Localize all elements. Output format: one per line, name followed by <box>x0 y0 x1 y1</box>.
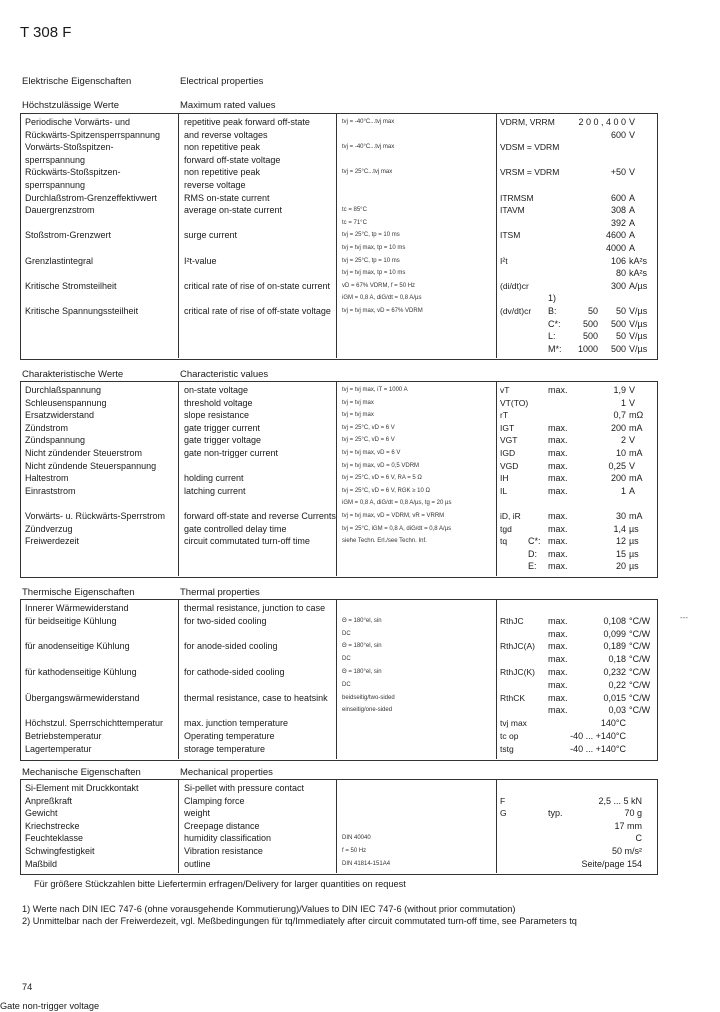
symbol: VRSM = VDRM <box>500 167 560 178</box>
param-name-de: Schwingfestigkeit <box>25 846 95 856</box>
qualifier: B: <box>548 306 557 316</box>
unit: A <box>629 217 636 228</box>
param-name-en: non repetitive peak <box>184 167 261 178</box>
param-name-en: non repetitive peak <box>184 142 261 153</box>
unit: °C/W <box>629 692 651 703</box>
qualifier: max. <box>548 422 568 433</box>
unit: °C/W <box>629 615 651 626</box>
unit: V <box>629 129 636 140</box>
qualifier: 1) <box>548 293 557 304</box>
value-alt: 1000 <box>577 343 598 354</box>
param-name-de: Maßbild <box>25 858 58 869</box>
column-divider <box>336 381 337 576</box>
value: 50 <box>615 306 626 316</box>
section-heading-electrical-de: Elektrische Eigenschaften <box>22 76 132 87</box>
column-divider <box>496 113 497 358</box>
test-condition: tc = 85°C <box>342 207 367 214</box>
value: 1 <box>620 397 626 408</box>
qualifier: C*: <box>548 318 561 329</box>
unit: mA <box>629 473 643 484</box>
value: 500 <box>610 318 626 329</box>
unit: mA <box>629 422 643 433</box>
test-condition: tc = 71°C <box>342 219 367 226</box>
value: 0,232 <box>603 667 626 677</box>
unit: °C/W <box>629 654 651 665</box>
qualifier: max. <box>548 679 568 690</box>
symbol: IL <box>500 485 508 496</box>
param-name-de: Zündspannung <box>25 435 86 446</box>
value: 15 <box>615 548 626 559</box>
param-name-en: for cathode-sided cooling <box>184 667 285 677</box>
section-heading-max-de: Höchstzulässige Werte <box>22 100 119 111</box>
param-name-en: repetitive peak forward off-state <box>184 117 310 127</box>
test-condition: vD = 67% VDRM, f = 50 Hz <box>342 282 416 289</box>
symbol: RthJC(A) <box>500 641 535 652</box>
value: 140°C <box>600 718 626 729</box>
param-name-de: Zündverzug <box>25 523 73 534</box>
value: 50 m/s² <box>611 846 642 856</box>
unit: A <box>629 230 636 241</box>
symbol: I²t <box>500 255 508 266</box>
unit: kA²s <box>629 255 647 266</box>
test-condition: tvj = 25°C, iGM = 0,8 A, diG/dt = 0,8 A/µs <box>342 525 452 532</box>
param-name-de: Nicht zündender Steuerstrom <box>25 448 143 458</box>
param-name-de: Ersatzwiderstand <box>25 410 95 421</box>
section-heading-mech-en: Mechanical properties <box>180 767 273 778</box>
test-condition: f = 50 Hz <box>342 848 367 854</box>
section-heading-mech-de: Mechanische Eigenschaften <box>22 767 141 778</box>
symbol: iD, iR <box>500 511 521 521</box>
param-name-de: Schleusenspannung <box>25 397 107 408</box>
unit: V <box>629 460 636 471</box>
unit: V <box>629 397 636 408</box>
symbol: IGT <box>500 422 515 433</box>
qualifier-max: max. <box>548 548 568 559</box>
value: 200 <box>610 473 626 484</box>
symbol: tvj max <box>500 718 527 729</box>
param-name-de: Gewicht <box>25 808 58 819</box>
section-heading-electrical-en: Electrical properties <box>180 76 264 87</box>
param-name-en: for two-sided cooling <box>184 615 267 626</box>
test-condition: tvj = tvj max, vD = 67% VDRM <box>342 308 423 314</box>
test-condition: iGM = 0,8 A, diG/dt = 0,8 A/µs <box>342 295 422 302</box>
symbol: VGT <box>500 435 518 446</box>
qualifier: max. <box>548 385 568 395</box>
param-name-en: Clamping force <box>184 795 245 806</box>
test-condition: tvj = 25°C, vD = 6 V <box>342 437 395 444</box>
value: 4600 <box>605 230 626 241</box>
value: 1 <box>620 485 626 496</box>
qualifier: max. <box>548 615 568 626</box>
test-condition: tvj = 25°C, vD = 6 V, RA = 5 Ω <box>342 475 422 482</box>
value-alt: 50 <box>587 306 598 316</box>
param-name-de: Einraststrom <box>25 485 76 496</box>
param-name-de: Haltestrom <box>25 473 69 484</box>
column-divider <box>496 599 497 759</box>
qualifier: max. <box>548 692 568 703</box>
param-name-de: Anpreßkraft <box>25 795 73 806</box>
param-name-en: circuit commutated turn-off time <box>184 536 310 547</box>
test-condition: tvj = 25°C...tvj max <box>342 169 393 176</box>
value: 600 <box>610 192 626 203</box>
max-table-frame <box>20 113 658 360</box>
value: 17 mm <box>614 820 642 831</box>
symbol: VDSM = VDRM <box>500 142 560 153</box>
symbol: ITSM <box>500 230 521 241</box>
test-condition: tvj = 25°C, vD = 6 V, RGK ≥ 10 Ω <box>342 487 430 494</box>
symbol: IH <box>500 473 509 484</box>
test-condition: tvj = -40°C...tvj max <box>342 119 395 125</box>
unit: °C/W <box>629 679 651 690</box>
unit: A <box>629 205 636 216</box>
section-heading-max-en: Maximum rated values <box>180 100 276 111</box>
param-name-de: Freiwerdezeit <box>25 536 80 547</box>
param-name-de: Betriebstemperatur <box>25 731 102 741</box>
value: -40 ... +140°C <box>570 743 626 754</box>
symbol: ITRMSM <box>500 192 534 203</box>
symbol: tq <box>500 536 508 547</box>
symbol: tstg <box>500 743 514 754</box>
param-name-de: für anodenseitige Kühlung <box>25 641 130 652</box>
param-name-de: Vorwärts- u. Rückwärts-Sperrstrom <box>25 511 166 521</box>
test-condition: DIN 40040 <box>342 835 371 842</box>
footnote-2: 2) Unmittelbar nach der Freiwerdezeit, vgl. Meßbedingungen für tq/Immediately after circuit commutated turn-off time, see Parameters tq <box>22 916 577 926</box>
symbol: tc op <box>500 731 519 741</box>
value: 0,03 <box>608 705 626 716</box>
test-condition: DIN 41814-151A4 <box>342 860 391 867</box>
test-condition: DC <box>342 681 351 688</box>
test-condition: tvj = tvj max <box>342 412 374 419</box>
param-name-en: storage temperature <box>184 743 266 754</box>
unit: mΩ <box>629 410 644 421</box>
qualifier: max. <box>548 523 568 534</box>
value: 0,099 <box>603 628 626 639</box>
symbol: F <box>500 795 506 806</box>
param-name-en: humidity classification <box>184 833 272 844</box>
test-condition: tvj = 25°C, tp = 10 ms <box>342 257 400 264</box>
test-condition: tvj = 25°C, vD = 6 V <box>342 424 395 431</box>
symbol: VT(TO) <box>500 397 529 408</box>
param-name-en: Si-pellet with pressure contact <box>184 783 305 793</box>
column-divider <box>336 599 337 759</box>
value: 50 <box>615 331 626 342</box>
unit: V <box>629 435 636 446</box>
value: 1,9 <box>613 385 626 395</box>
value: 2,5 ... 5 kN <box>598 795 642 806</box>
unit: µs <box>629 548 639 559</box>
param-name-en: on-state voltage <box>184 385 249 395</box>
param-name-en: for anode-sided cooling <box>184 641 278 652</box>
param-name-en: thermal resistance, junction to case <box>184 603 326 613</box>
test-condition: tvj = tvj max, vD = VDRM, vR = VRRM <box>342 513 445 519</box>
section-heading-char-de: Charakteristische Werte <box>22 369 124 380</box>
column-divider <box>496 381 497 576</box>
param-name-de: Dauergrenzstrom <box>25 205 95 216</box>
param-name-de: Periodische Vorwärts- und <box>25 117 131 127</box>
qualifier: max. <box>548 628 568 639</box>
param-name-de: Si-Element mit Druckkontakt <box>25 783 139 793</box>
value-alt: 500 <box>582 318 598 329</box>
qualifier: D: <box>528 548 537 559</box>
param-name-en: Vibration resistance <box>184 846 263 856</box>
param-name-de: Grenzlastintegral <box>25 255 94 266</box>
test-condition: siehe Techn. Erl./see Techn. Inf. <box>342 538 427 545</box>
symbol: (di/dt)cr <box>500 280 529 291</box>
param-name-en: max. junction temperature <box>184 718 289 729</box>
qualifier: max. <box>548 641 568 652</box>
unit: °C/W <box>629 628 651 639</box>
test-condition: tvj = tvj max, tp = 10 ms <box>342 245 406 251</box>
param-name-en: forward off-state voltage <box>184 154 281 165</box>
test-condition: DC <box>342 630 351 637</box>
test-condition: tvj = -40°C...tvj max <box>342 144 395 151</box>
param-name-de: sperrspannung <box>25 154 86 165</box>
footnote-1: 1) Werte nach DIN IEC 747-6 (ohne vorausgehende Kommutierung)/Values to DIN IEC 747-6 (without prior commutation) <box>22 904 516 914</box>
param-name-en: gate trigger current <box>184 422 261 433</box>
unit: °C/W <box>629 641 651 652</box>
qualifier: max. <box>548 435 568 446</box>
param-name-de: Kritische Stromsteilheit <box>25 280 117 291</box>
unit: µs <box>629 536 639 547</box>
param-name-de: Durchlaßstrom-Grenzeffektivwert <box>25 192 157 203</box>
section-heading-thermal-en: Thermal properties <box>180 587 260 598</box>
value: 4000 <box>605 243 626 253</box>
test-condition: tvj = tvj max <box>342 399 374 406</box>
symbol: tgd <box>500 523 512 534</box>
section-heading-char-en: Characteristic values <box>180 369 269 380</box>
qualifier: max. <box>548 485 568 496</box>
param-name-de: Übergangswärmewiderstand <box>25 692 140 703</box>
value: C <box>635 833 642 844</box>
value: 12 <box>615 536 626 547</box>
qualifier: M*: <box>548 343 562 354</box>
unit: A <box>629 485 636 496</box>
unit: µs <box>629 523 639 534</box>
side-mark: --- <box>680 613 688 622</box>
param-name-en: surge current <box>184 230 238 241</box>
param-name-de: Lagertemperatur <box>25 743 92 754</box>
test-condition: Θ = 180°el, sin <box>342 669 382 675</box>
symbol: vT <box>500 385 510 395</box>
param-name-de: Vorwärts-Stoßspitzen- <box>25 142 114 153</box>
test-condition: DC <box>342 656 351 663</box>
unit: A <box>629 192 636 203</box>
column-divider <box>336 779 337 873</box>
param-name-de: Zündstrom <box>25 422 69 433</box>
section-heading-thermal-de: Thermische Eigenschaften <box>22 587 135 598</box>
unit: V/µs <box>629 306 648 316</box>
unit: V/µs <box>629 331 648 342</box>
unit: V <box>629 385 636 395</box>
value: 70 g <box>624 808 642 819</box>
unit: V <box>629 167 636 178</box>
qualifier-max: max. <box>548 561 568 572</box>
qualifier: max. <box>548 460 568 471</box>
unit: V <box>629 117 636 127</box>
param-name-de: Kriechstrecke <box>25 820 80 831</box>
column-divider <box>178 779 179 873</box>
value: Seite/page 154 <box>581 858 642 869</box>
qualifier: max. <box>548 654 568 665</box>
value: 500 <box>610 343 626 354</box>
qualifier: max. <box>548 448 568 458</box>
unit: mA <box>629 448 643 458</box>
param-name-en: Creepage distance <box>184 820 260 831</box>
param-name-de: Kritische Spannungssteilheit <box>25 306 139 316</box>
qualifier: max. <box>548 511 568 521</box>
test-condition: beidseitig/two-sided <box>342 694 395 701</box>
param-name-de: Innerer Wärmewiderstand <box>25 603 129 613</box>
symbol: IGD <box>500 448 516 458</box>
value: 2 0 0 , 4 0 0 <box>578 117 626 127</box>
column-divider <box>178 381 179 576</box>
qualifier: E: <box>528 561 537 572</box>
param-name-en: slope resistance <box>184 410 250 421</box>
value: 1,4 <box>613 523 626 534</box>
param-name-en: gate non-trigger current <box>184 448 279 458</box>
param-name-en: threshold voltage <box>184 397 253 408</box>
param-name-en: Operating temperature <box>184 731 275 741</box>
value: 106 <box>610 255 626 266</box>
unit: V/µs <box>629 318 648 329</box>
param-name-en: RMS on-state current <box>184 192 270 203</box>
unit: V/µs <box>629 343 648 354</box>
unit: °C/W <box>629 705 651 716</box>
value: 0,7 <box>613 410 626 421</box>
column-divider <box>496 779 497 873</box>
unit: A <box>629 243 636 253</box>
value: 0,108 <box>603 615 626 626</box>
symbol: rT <box>500 410 509 421</box>
param-name-de: Stoßstrom-Grenzwert <box>25 230 112 241</box>
value: 0,189 <box>603 641 626 652</box>
symbol: ITAVM <box>500 205 525 216</box>
test-condition: iGM = 0,8 A, diG/dt = 0,8 A/µs, tg = 20 µs <box>342 500 452 507</box>
unit: µs <box>629 561 639 572</box>
test-condition: einseitig/one-sided <box>342 707 393 714</box>
symbol: RthJC(K) <box>500 667 535 677</box>
value: 0,22 <box>608 679 626 690</box>
unit: A/µs <box>629 280 648 291</box>
value: 200 <box>610 422 626 433</box>
qualifier: max. <box>548 705 568 716</box>
param-name-en: I²t-value <box>184 255 217 266</box>
param-name-en: average on-state current <box>184 205 283 216</box>
column-divider <box>178 113 179 358</box>
bottom-caption: Gate non-trigger voltage <box>0 1001 100 1011</box>
test-condition: tvj = tvj max, vD = 0,5 VDRM <box>342 462 420 469</box>
symbol: G <box>500 808 507 819</box>
unit: °C/W <box>629 667 651 677</box>
value: 600 <box>610 129 626 140</box>
param-name-en: gate trigger voltage <box>184 435 262 446</box>
value: 2 <box>620 435 626 446</box>
symbol: RthCK <box>500 692 526 703</box>
qualifier: max. <box>548 473 568 484</box>
value: 80 <box>615 268 626 279</box>
column-divider <box>178 599 179 759</box>
param-name-de: Feuchteklasse <box>25 833 84 844</box>
unit: kA²s <box>629 268 647 279</box>
test-condition: tvj = tvj max, tp = 10 ms <box>342 270 406 277</box>
symbol: VGD <box>500 460 519 471</box>
value: 392 <box>610 217 626 228</box>
test-condition: tvj = tvj max, vD = 6 V <box>342 450 401 456</box>
param-name-de: sperrspannung <box>25 180 86 190</box>
param-name-en: forward off-state and reverse Currents <box>184 511 336 521</box>
page-number: 74 <box>22 982 33 992</box>
param-name-en: outline <box>184 858 211 869</box>
test-condition: tvj = tvj max, iT = 1000 A <box>342 387 408 393</box>
value: 308 <box>610 205 626 216</box>
value: 0,015 <box>603 692 626 703</box>
qualifier: C*: <box>528 536 541 547</box>
symbol: (dv/dt)cr <box>500 306 532 316</box>
page-title: T 308 F <box>20 24 72 41</box>
param-name-de: Höchstzul. Sperrschichttemperatur <box>25 718 164 729</box>
delivery-note: Für größere Stückzahlen bitte Liefertermin erfragen/Delivery for larger quantities on request <box>34 879 406 889</box>
param-name-de: Rückwärts-Spitzensperrspannung <box>25 129 161 140</box>
param-name-de: Nicht zündende Steuerspannung <box>25 460 157 471</box>
value: 10 <box>615 448 626 458</box>
param-name-de: für beidseitige Kühlung <box>25 615 117 626</box>
test-condition: tvj = 25°C, tp = 10 ms <box>342 232 400 239</box>
param-name-en: weight <box>184 808 211 819</box>
param-name-en: gate controlled delay time <box>184 523 287 534</box>
param-name-en: and reverse voltages <box>184 129 268 140</box>
test-condition: Θ = 180°el, sin <box>342 617 382 624</box>
value-alt: 500 <box>582 331 598 342</box>
value: 30 <box>615 511 626 521</box>
param-name-en: holding current <box>184 473 244 484</box>
qualifier: typ. <box>548 808 563 819</box>
qualifier: max. <box>548 667 568 677</box>
value: 300 <box>610 280 626 291</box>
param-name-en: reverse voltage <box>184 180 246 190</box>
qualifier-max: max. <box>548 536 568 547</box>
param-name-en: latching current <box>184 485 246 496</box>
param-name-de: Durchlaßspannung <box>25 385 102 395</box>
value: +50 <box>610 167 626 178</box>
value: -40 ... +140°C <box>570 731 626 741</box>
value: 0,25 <box>608 460 626 471</box>
test-condition: Θ = 180°el, sin <box>342 643 382 650</box>
param-name-de: für kathodenseitige Kühlung <box>25 667 137 677</box>
column-divider <box>336 113 337 358</box>
symbol: RthJC <box>500 615 524 626</box>
value: 0,18 <box>608 654 626 665</box>
param-name-en: thermal resistance, case to heatsink <box>184 692 328 703</box>
param-name-de: Rückwärts-Stoßspitzen- <box>25 167 121 178</box>
param-name-en: critical rate of rise of on-state current <box>184 280 331 291</box>
param-name-en: critical rate of rise of off-state voltage <box>184 306 331 316</box>
symbol: VDRM, VRRM <box>500 117 555 127</box>
unit: mA <box>629 511 643 521</box>
value: 20 <box>615 561 626 572</box>
qualifier: L: <box>548 331 556 342</box>
